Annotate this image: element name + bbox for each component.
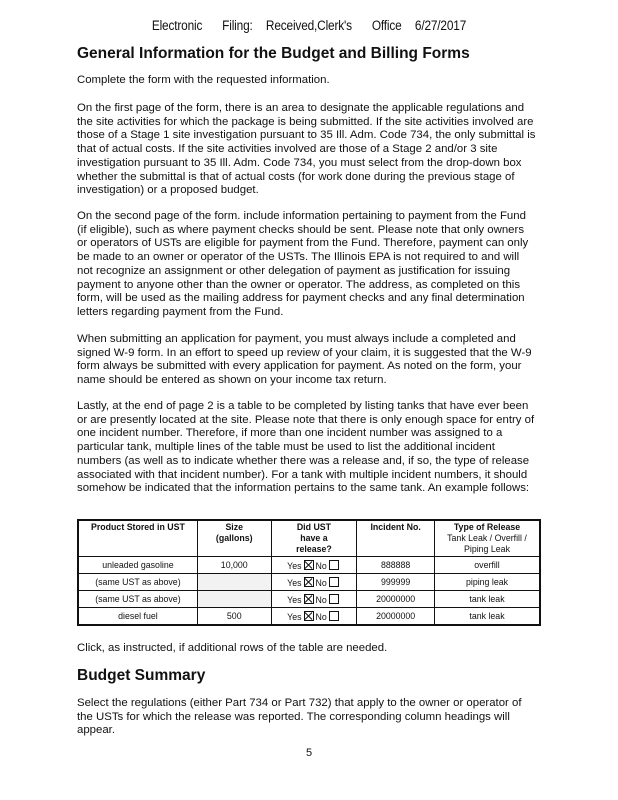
- cell-product: diesel fuel: [78, 608, 197, 626]
- no-checkbox[interactable]: [329, 611, 339, 621]
- page-number: 5: [305, 747, 313, 759]
- stamp-electronic: Electronic: [151, 18, 203, 33]
- cell-release: Yes No: [271, 557, 357, 574]
- yes-checkbox[interactable]: [304, 577, 314, 587]
- cell-size: [197, 591, 271, 608]
- paragraph-w9: When submitting an application for payment, you must always include a completed and signed W-9 form. In an effort to speed up review of your claim, it is suggested that the W-9 form always be submitted with every application for payment. As noted on the form, your name should be entered as shown on your income tax return.: [77, 333, 532, 387]
- cell-incident: 20000000: [357, 608, 435, 626]
- header-incident: Incident No.: [357, 520, 435, 557]
- stamp-date: 6/27/2017: [414, 18, 467, 33]
- section-title-budget-summary: Budget Summary: [77, 667, 206, 684]
- header-type: Type of Release Tank Leak / Overfill / Piping Leak: [435, 520, 541, 557]
- header-product: Product Stored in UST: [78, 520, 197, 557]
- filing-stamp: [37, 18, 581, 33]
- table-row: [78, 591, 540, 608]
- section-title-general: General Information for the Budget and Billing Forms: [77, 45, 470, 62]
- cell-size: [197, 574, 271, 591]
- cell-release: Yes No: [271, 574, 357, 591]
- cell-size: 500: [197, 608, 271, 626]
- stamp-filing: Filing:: [222, 18, 253, 33]
- yes-checkbox[interactable]: [304, 560, 314, 570]
- cell-incident: 999999: [357, 574, 435, 591]
- no-checkbox[interactable]: [329, 594, 339, 604]
- table-row: [78, 557, 540, 574]
- stamp-received: Received,Clerk's: [265, 18, 352, 33]
- stamp-office: Office: [371, 18, 402, 33]
- table-row: [78, 608, 540, 626]
- paragraph-second-page: On the second page of the form. include information pertaining to payment from the Fund (if eligible), such as where payment checks should be sent. Please note that only owners or operators of USTs are eligible for payment from the Fund. Therefore, payment can only be made to an owner or operator of the USTs. The Illinois EPA is not required to and will not recognize an assignment or other delegation of payment as justification for issuing payment to anyone other than the owner or operator. The address, as completed on this form, will be used as the mailing address for payment checks and any final determination letters regarding payment from the Fund.: [77, 210, 529, 318]
- yes-checkbox[interactable]: [304, 594, 314, 604]
- no-checkbox[interactable]: [329, 560, 339, 570]
- paragraph-first-page: On the first page of the form, there is an area to designate the applicable regulations and the site activities for which the package is being submitted. If the site activities involved are those of a Stage 1 site investigation pursuant to 35 Ill. Adm. Code 734, the only submittal is that of actual costs. If the site activities involved are those of a Stage 2 and/or 3 site investigation pursuant to 35 Ill. Adm. Code 734, you must select from the drop-down box whether the submittal is that of actual costs (for work done during the previous stage of investigation) or a proposed budget.: [77, 102, 536, 197]
- cell-product: (same UST as above): [78, 591, 197, 608]
- cell-type: tank leak: [435, 608, 541, 626]
- table-header-row: [78, 520, 540, 557]
- cell-type: overfill: [435, 557, 541, 574]
- no-checkbox[interactable]: [329, 577, 339, 587]
- cell-type: tank leak: [435, 591, 541, 608]
- paragraph-additional-rows: Click, as instructed, if additional rows of the table are needed.: [77, 642, 388, 654]
- paragraph-tank-table: Lastly, at the end of page 2 is a table to be completed by listing tanks that have ever been or are presently located at the site. Please note that there is only enough space for entry of one incident number. Therefore, if more than one incident number was assigned to a particular tank, multiple lines of the table must be used to list the additional incident numbers (as well as to indicate whether there was a release and, if so, the type of release associated with that incident number). For a tank with multiple incident numbers, it should somehow be indicated that the information pertains to the same tank. An example follows:: [77, 400, 535, 495]
- cell-incident: 888888: [357, 557, 435, 574]
- yes-checkbox[interactable]: [304, 611, 314, 621]
- cell-release: Yes No: [271, 591, 357, 608]
- header-size: Size (gallons): [197, 520, 271, 557]
- paragraph-intro: Complete the form with the requested information.: [77, 74, 330, 86]
- table-row: [78, 574, 540, 591]
- cell-product: unleaded gasoline: [78, 557, 197, 574]
- cell-size: 10,000: [197, 557, 271, 574]
- cell-incident: 20000000: [357, 591, 435, 608]
- header-did-ust: Did UST have a release?: [271, 520, 357, 557]
- cell-release: Yes No: [271, 608, 357, 626]
- cell-type: piping leak: [435, 574, 541, 591]
- cell-product: (same UST as above): [78, 574, 197, 591]
- paragraph-budget-summary: Select the regulations (either Part 734 or Part 732) that apply to the owner or operator of the USTs for which the release was reported. The corresponding column headings will appear.: [77, 697, 522, 737]
- example-tank-table: [77, 519, 541, 626]
